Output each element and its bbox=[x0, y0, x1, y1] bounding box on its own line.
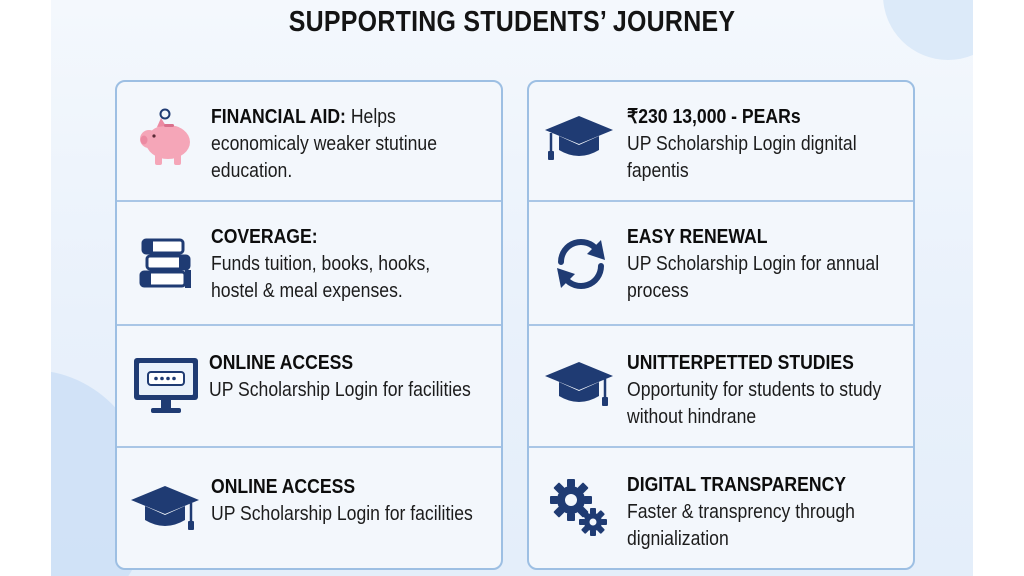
card-heading: UNITTERPETTED STUDIES bbox=[627, 352, 854, 374]
graduation-cap-icon bbox=[543, 356, 615, 416]
graduation-cap-icon bbox=[129, 480, 201, 540]
card-desc-line: UP Scholarship Login for facilities bbox=[209, 379, 471, 401]
card-desc-line: process bbox=[627, 280, 689, 302]
card-desc-line: education. bbox=[211, 160, 293, 182]
gears-icon bbox=[547, 476, 611, 540]
card-heading: DIGITAL TRANSPARENCY bbox=[627, 474, 847, 496]
graduation-cap-icon bbox=[543, 110, 615, 170]
piggy-bank-icon bbox=[135, 108, 199, 172]
card-online-access bbox=[117, 326, 501, 448]
card-inline-text: Helps bbox=[345, 106, 396, 128]
card-uninterrupted-studies bbox=[529, 326, 913, 448]
card-desc-line: hostel & meal expenses. bbox=[211, 280, 403, 302]
infographic-canvas bbox=[51, 0, 973, 576]
card-heading: COVERAGE: bbox=[211, 226, 318, 248]
card-desc-line: Opportunity for students to study bbox=[627, 379, 882, 401]
card-amount bbox=[529, 82, 913, 202]
card-desc-line: UP Scholarship Login dignital bbox=[627, 133, 857, 155]
computer-monitor-icon bbox=[131, 354, 201, 418]
card-desc-line: Faster & transprency through bbox=[627, 501, 855, 523]
card-desc-line: Funds tuition, books, hooks, bbox=[211, 253, 431, 275]
card-heading: ONLINE ACCESS bbox=[209, 352, 354, 374]
card-coverage bbox=[117, 202, 501, 326]
card-heading: ₹230 13,000 - PEARs bbox=[627, 106, 801, 128]
books-icon bbox=[135, 232, 199, 296]
card-heading: EASY RENEWAL bbox=[627, 226, 768, 248]
left-panel bbox=[115, 80, 503, 570]
card-desc-line: UP Scholarship Login for annual bbox=[627, 253, 880, 275]
card-heading: ONLINE ACCESS bbox=[211, 476, 356, 498]
card-desc-line: dignialization bbox=[627, 528, 729, 550]
card-desc-line: without hindrane bbox=[627, 406, 757, 428]
card-online-access-2 bbox=[117, 448, 501, 568]
card-easy-renewal bbox=[529, 202, 913, 326]
refresh-arrows-icon bbox=[549, 232, 613, 296]
card-desc-line: economicaly weaker stutinue bbox=[211, 133, 437, 155]
card-financial-aid bbox=[117, 82, 501, 202]
right-panel bbox=[527, 80, 915, 570]
card-heading: FINANCIAL AID: bbox=[211, 106, 346, 128]
card-desc-line: fapentis bbox=[627, 160, 689, 182]
card-desc-line: UP Scholarship Login for facilities bbox=[211, 503, 473, 525]
card-digital-transparency bbox=[529, 448, 913, 568]
page-title: SUPPORTING STUDENTS’ JOURNEY bbox=[288, 6, 736, 38]
